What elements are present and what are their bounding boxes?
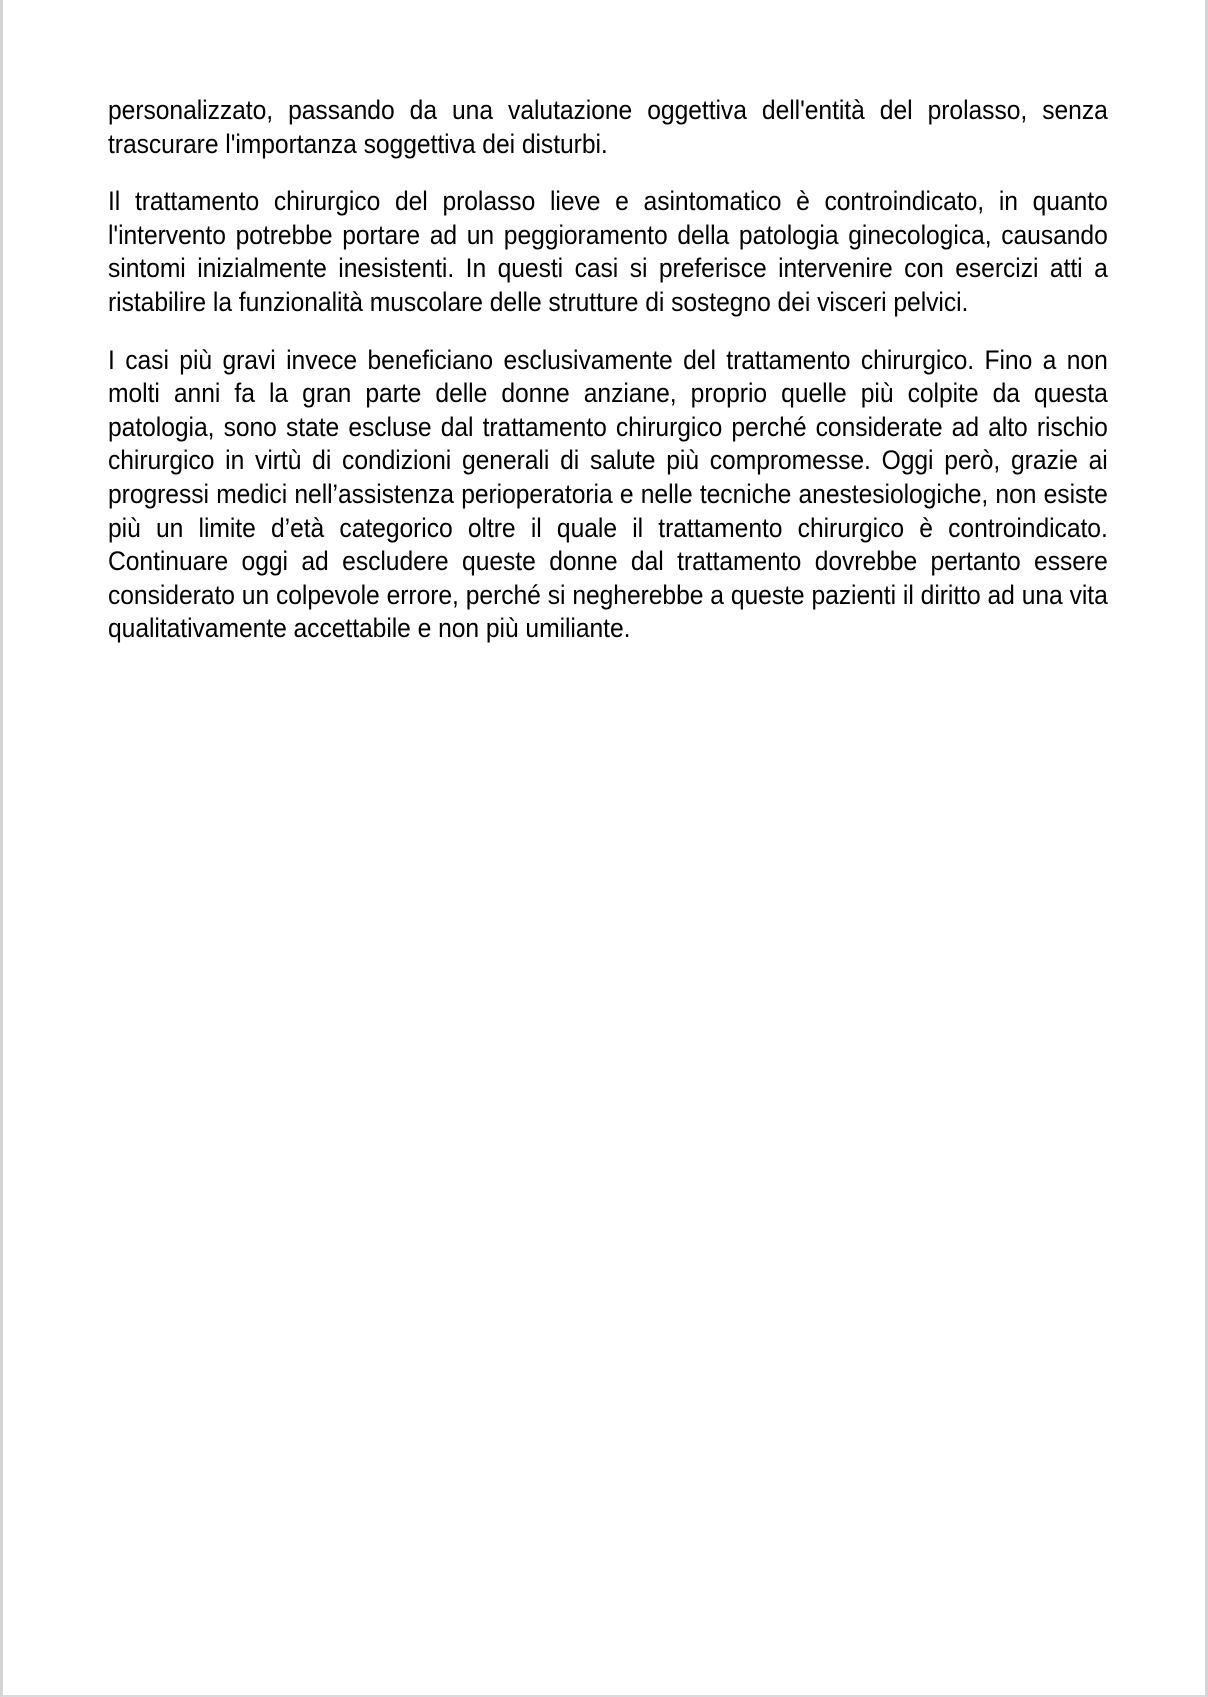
body-paragraph-2: Il trattamento chirurgico del prolasso lieve e asintomatico è controindicato, in quanto l'intervento potrebbe portare ad un peggioramento della patologia ginecologica, causando sintomi inizialmente inesistenti. In questi casi si preferisce intervenire con esercizi atti a ristabilire la funzionalità muscolare delle strutture di sostegno dei visceri pelvici. bbox=[108, 186, 1108, 317]
document-body bbox=[108, 94, 1108, 646]
body-paragraph-1: personalizzato, passando da una valutazione oggettiva dell'entità del prolasso, senza trascurare l'importanza soggettiva dei disturbi. bbox=[108, 95, 1108, 159]
body-paragraph-3: I casi più gravi invece beneficiano esclusivamente del trattamento chirurgico. Fino a non molti anni fa la gran parte delle donne anziane, proprio quelle più colpite da questa patologia, sono state escluse dal trattamento chirurgico perché considerate ad alto rischio chirurgico in virtù di condizioni generali di salute più compromesse. Oggi però, grazie ai progressi medici nell’assistenza perioperatoria e nelle tecniche anestesiologiche, non esiste più un limite d’età categorico oltre il quale il trattamento chirurgico è controindicato. Continuare oggi ad escludere queste donne dal trattamento dovrebbe pertanto essere considerato un colpevole errore, perché si negherebbe a queste pazienti il diritto ad una vita qualitativamente accettabile e non più umiliante. bbox=[108, 344, 1108, 644]
